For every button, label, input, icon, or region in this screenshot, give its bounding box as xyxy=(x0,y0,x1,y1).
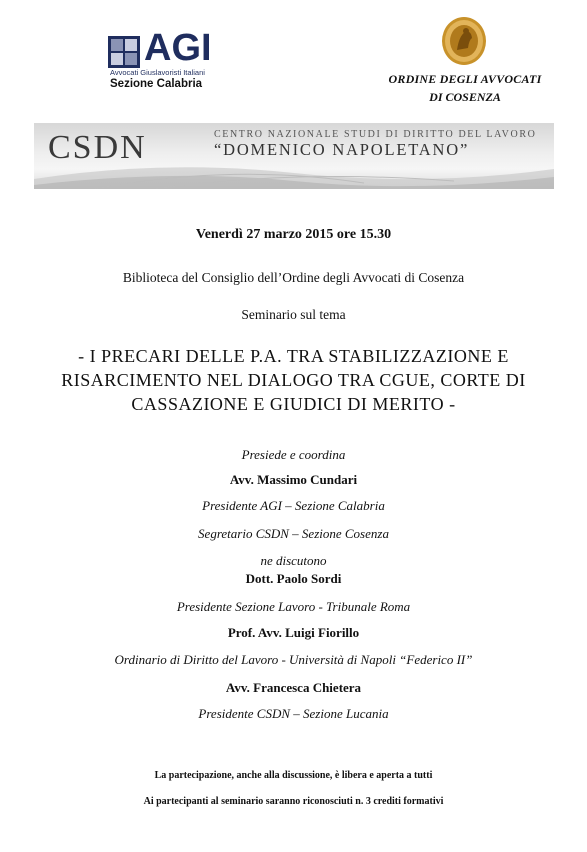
event-intro: Seminario sul tema xyxy=(241,307,346,322)
discuss-label: ne discutono xyxy=(260,553,327,568)
event-date: Venerdì 27 marzo 2015 ore 15.30 xyxy=(195,227,392,242)
csdn-banner xyxy=(34,123,554,189)
speaker-name: Dott. Paolo Sordi xyxy=(245,571,342,586)
agi-logo xyxy=(108,27,238,90)
csdn-acronym: CSDN xyxy=(48,129,147,166)
ordine-city: DI COSENZA xyxy=(429,90,501,104)
topic-line: CASSAZIONE E GIUDICI DI MERITO - xyxy=(131,394,456,414)
csdn-dedication: “DOMENICO NAPOLETANO” xyxy=(214,140,470,159)
ordine-seal-icon xyxy=(441,16,487,66)
speaker-role: Presidente CSDN – Sezione Lucania xyxy=(198,706,389,721)
seminar-topic xyxy=(0,344,587,416)
event-place: Biblioteca del Consiglio dell’Ordine degli Avvocati di Cosenza xyxy=(122,270,465,285)
agi-section: Sezione Calabria xyxy=(110,78,203,90)
csdn-full-name: CENTRO NAZIONALE STUDI DI DIRITTO DEL LAVORO xyxy=(214,129,537,140)
ordine-name: ORDINE DEGLI AVVOCATI xyxy=(388,72,542,86)
credits-note: Ai partecipanti al seminario saranno riconosciuti n. 3 crediti formativi xyxy=(143,796,444,807)
topic-line: RISARCIMENTO NEL DIALOGO TRA CGUE, CORTE DI xyxy=(61,370,526,390)
participation-note: La partecipazione, anche alla discussione, è libera e aperta a tutti xyxy=(154,770,433,781)
chair-role: Segretario CSDN – Sezione Cosenza xyxy=(198,526,389,541)
speaker-name: Prof. Avv. Luigi Fiorillo xyxy=(227,625,360,640)
speaker-name: Avv. Francesca Chietera xyxy=(225,680,362,695)
speaker-role: Ordinario di Diritto del Lavoro - Università di Napoli “Federico II” xyxy=(114,652,473,667)
speaker-role: Presidente Sezione Lavoro - Tribunale Roma xyxy=(176,599,411,614)
agi-wordmark: AGI xyxy=(144,27,212,69)
chair-label: Presiede e coordina xyxy=(241,447,346,462)
topic-line: - I PRECARI DELLE P.A. TRA STABILIZZAZIONE E xyxy=(78,346,509,366)
chair-name: Avv. Massimo Cundari xyxy=(229,472,358,487)
chair-role: Presidente AGI – Sezione Calabria xyxy=(202,498,385,513)
agi-logo-icon xyxy=(108,36,140,68)
agi-subtitle: Avvocati Giuslavoristi Italiani xyxy=(110,68,205,77)
